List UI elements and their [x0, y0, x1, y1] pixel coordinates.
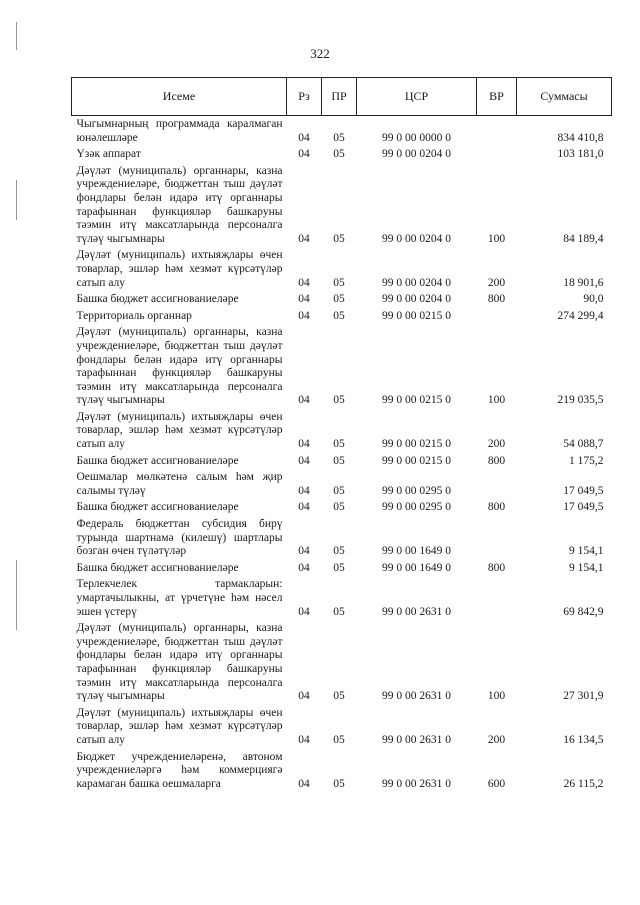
cell-vr	[477, 576, 517, 620]
table-row	[72, 749, 612, 793]
table-row	[72, 705, 612, 749]
table-header-row	[72, 78, 612, 116]
cell-csr: 99 0 00 0204 0	[382, 293, 451, 306]
cell-name: Дәүләт (муниципаль) органнары, казна учреждениеләре, бюджеттан тыш дәүләт фондлары белән идарә итү органнары тарафыннан функцияләр башкаруны тәэмин итү максатларында персоналга түләү чыгымнары	[76, 164, 283, 245]
cell-pr: 05	[333, 484, 345, 497]
cell-rz: 04	[298, 690, 310, 703]
cell-sum: 69 842,9	[563, 605, 604, 618]
table-row	[72, 499, 612, 516]
cell-pr: 05	[333, 605, 345, 618]
cell-vr	[477, 146, 517, 163]
cell-rz: 04	[298, 438, 310, 451]
cell-vr: 800	[487, 454, 506, 467]
cell-pr: 05	[333, 545, 345, 558]
cell-sum: 17 049,5	[563, 501, 604, 514]
cell-pr: 05	[333, 232, 345, 245]
cell-pr: 05	[333, 454, 345, 467]
cell-csr: 99 0 00 0215 0	[382, 454, 451, 467]
table-row	[72, 516, 612, 560]
cell-sum: 18 901,6	[563, 276, 604, 289]
cell-rz: 04	[298, 148, 310, 161]
cell-csr: 99 0 00 0204 0	[382, 148, 451, 161]
cell-pr: 05	[333, 293, 345, 306]
table-row	[72, 247, 612, 291]
cell-rz: 04	[298, 309, 310, 322]
cell-csr: 99 0 00 0204 0	[382, 276, 451, 289]
cell-pr: 05	[333, 438, 345, 451]
cell-name: Башка бюджет ассигнованиеләре	[76, 454, 239, 467]
cell-vr: 200	[487, 438, 506, 451]
cell-csr: 99 0 00 2631 0	[382, 777, 451, 790]
cell-sum: 27 301,9	[563, 690, 604, 703]
cell-name: Федераль бюджеттан субсидия бирү турында шартнамә (килешү) шартлары бозган өчен түләтүләр	[76, 518, 283, 558]
table-row	[72, 291, 612, 308]
cell-pr: 05	[333, 561, 345, 574]
cell-csr: 99 0 00 0295 0	[382, 501, 451, 514]
cell-name: Дәүләт (муниципаль) ихтыяҗлары өчен товарлар, эшләр һәм хезмәт күрсәтүләр сатып алу	[76, 249, 283, 289]
cell-vr: 100	[487, 394, 506, 407]
column-header-name: Исеме	[72, 78, 287, 116]
cell-name: Чыгымнарның программада каралмаган юнәлешләре	[76, 118, 283, 144]
cell-name: Терлекчелек тармакларын: умартачылыкны, ат үрчетүне һәм нәсел эшен үстерү	[76, 578, 283, 618]
cell-name: Башка бюджет ассигнованиеләре	[76, 561, 239, 574]
cell-vr: 100	[487, 232, 506, 245]
cell-sum: 1 175,2	[569, 454, 604, 467]
table-row	[72, 453, 612, 470]
cell-csr: 99 0 00 0215 0	[382, 309, 451, 322]
cell-rz: 04	[298, 394, 310, 407]
cell-rz: 04	[298, 561, 310, 574]
column-header-csr: ЦСР	[357, 78, 477, 116]
cell-vr: 800	[487, 561, 506, 574]
budget-table	[71, 77, 612, 792]
table-body	[72, 116, 612, 793]
cell-name: Дәүләт (муниципаль) органнары, казна учреждениеләре, бюджеттан тыш дәүләт фондлары белән идарә итү органнары тарафыннан функцияләр башкаруны тәэмин итү максатларында персоналга түләү чыгымнары	[76, 622, 283, 703]
cell-vr: 600	[487, 777, 506, 790]
cell-sum: 26 115,2	[563, 777, 604, 790]
cell-csr: 99 0 00 1649 0	[382, 545, 451, 558]
cell-csr: 99 0 00 2631 0	[382, 690, 451, 703]
cell-csr: 99 0 00 0215 0	[382, 438, 451, 451]
cell-pr: 05	[333, 276, 345, 289]
cell-rz: 04	[298, 484, 310, 497]
cell-csr: 99 0 00 0295 0	[382, 484, 451, 497]
cell-vr	[477, 516, 517, 560]
cell-pr: 05	[333, 131, 345, 144]
cell-rz: 04	[298, 605, 310, 618]
cell-name: Бюджет учреждениеләренә, автоном учреждениеләргә һәм коммерциягә карамаган башка оешмаларга	[76, 750, 283, 790]
cell-sum: 16 134,5	[563, 733, 604, 746]
cell-sum: 9 154,1	[569, 561, 604, 574]
cell-rz: 04	[298, 454, 310, 467]
cell-name: Башка бюджет ассигнованиеләре	[76, 293, 239, 306]
cell-pr: 05	[333, 394, 345, 407]
cell-sum: 9 154,1	[569, 545, 604, 558]
cell-rz: 04	[298, 232, 310, 245]
table-row	[72, 560, 612, 577]
cell-rz: 04	[298, 501, 310, 514]
cell-sum: 90,0	[583, 293, 604, 306]
cell-pr: 05	[333, 777, 345, 790]
cell-rz: 04	[298, 293, 310, 306]
table-row	[72, 620, 612, 705]
cell-vr: 800	[487, 293, 506, 306]
table-row	[72, 409, 612, 453]
column-header-sum: Суммасы	[517, 78, 612, 116]
cell-pr: 05	[333, 309, 345, 322]
cell-rz: 04	[298, 276, 310, 289]
cell-vr	[477, 116, 517, 147]
cell-pr: 05	[333, 690, 345, 703]
cell-rz: 04	[298, 777, 310, 790]
table-row	[72, 163, 612, 248]
cell-vr	[477, 308, 517, 325]
scan-margin-mark	[16, 560, 17, 630]
cell-vr: 200	[487, 276, 506, 289]
cell-vr: 100	[487, 690, 506, 703]
cell-rz: 04	[298, 733, 310, 746]
cell-name: Башка бюджет ассигнованиеләре	[76, 501, 239, 514]
cell-sum: 219 035,5	[557, 394, 604, 407]
cell-csr: 99 0 00 0215 0	[382, 394, 451, 407]
cell-sum: 17 049,5	[563, 484, 604, 497]
cell-sum: 274 299,4	[557, 309, 604, 322]
table-row	[72, 576, 612, 620]
cell-csr: 99 0 00 2631 0	[382, 605, 451, 618]
cell-rz: 04	[298, 131, 310, 144]
scan-margin-mark	[16, 180, 17, 220]
cell-name: Дәүләт (муниципаль) ихтыяҗлары өчен товарлар, эшләр һәм хезмәт күрсәтүләр сатып алу	[76, 706, 283, 746]
cell-name: Территориаль органнар	[76, 309, 192, 322]
cell-sum: 84 189,4	[563, 232, 604, 245]
cell-sum: 103 181,0	[557, 148, 604, 161]
table-row	[72, 146, 612, 163]
cell-csr: 99 0 00 0204 0	[382, 232, 451, 245]
cell-rz: 04	[298, 545, 310, 558]
cell-sum: 834 410,8	[557, 131, 604, 144]
column-header-rz: Рз	[287, 78, 322, 116]
cell-pr: 05	[333, 501, 345, 514]
table-row	[72, 308, 612, 325]
cell-sum: 54 088,7	[563, 438, 604, 451]
table-row	[72, 116, 612, 147]
cell-name: Үзәк аппарат	[76, 148, 141, 161]
column-header-pr: ПР	[322, 78, 357, 116]
cell-pr: 05	[333, 148, 345, 161]
column-header-vr: ВР	[477, 78, 517, 116]
cell-name: Оешмалар мөлкәтенә салым һәм җир салымы түләү	[76, 471, 283, 497]
cell-name: Дәүләт (муниципаль) ихтыяҗлары өчен товарлар, эшләр һәм хезмәт күрсәтүләр сатып алу	[76, 410, 283, 451]
cell-pr: 05	[333, 733, 345, 746]
cell-vr	[477, 469, 517, 499]
table-row	[72, 324, 612, 409]
cell-csr: 99 0 00 1649 0	[382, 561, 451, 574]
cell-vr: 200	[487, 733, 506, 746]
cell-vr: 800	[487, 501, 506, 514]
table-row	[72, 469, 612, 499]
cell-name: Дәүләт (муниципаль) органнары, казна учреждениеләре, бюджеттан тыш дәүләт фондлары белән идарә итү органнары тарафыннан функцияләр башкаруны тәэмин итү максатларында персоналга түләү чыгымнары	[76, 326, 283, 407]
page-number: 322	[310, 46, 330, 61]
cell-csr: 99 0 00 2631 0	[382, 733, 451, 746]
cell-csr: 99 0 00 0000 0	[382, 131, 451, 144]
